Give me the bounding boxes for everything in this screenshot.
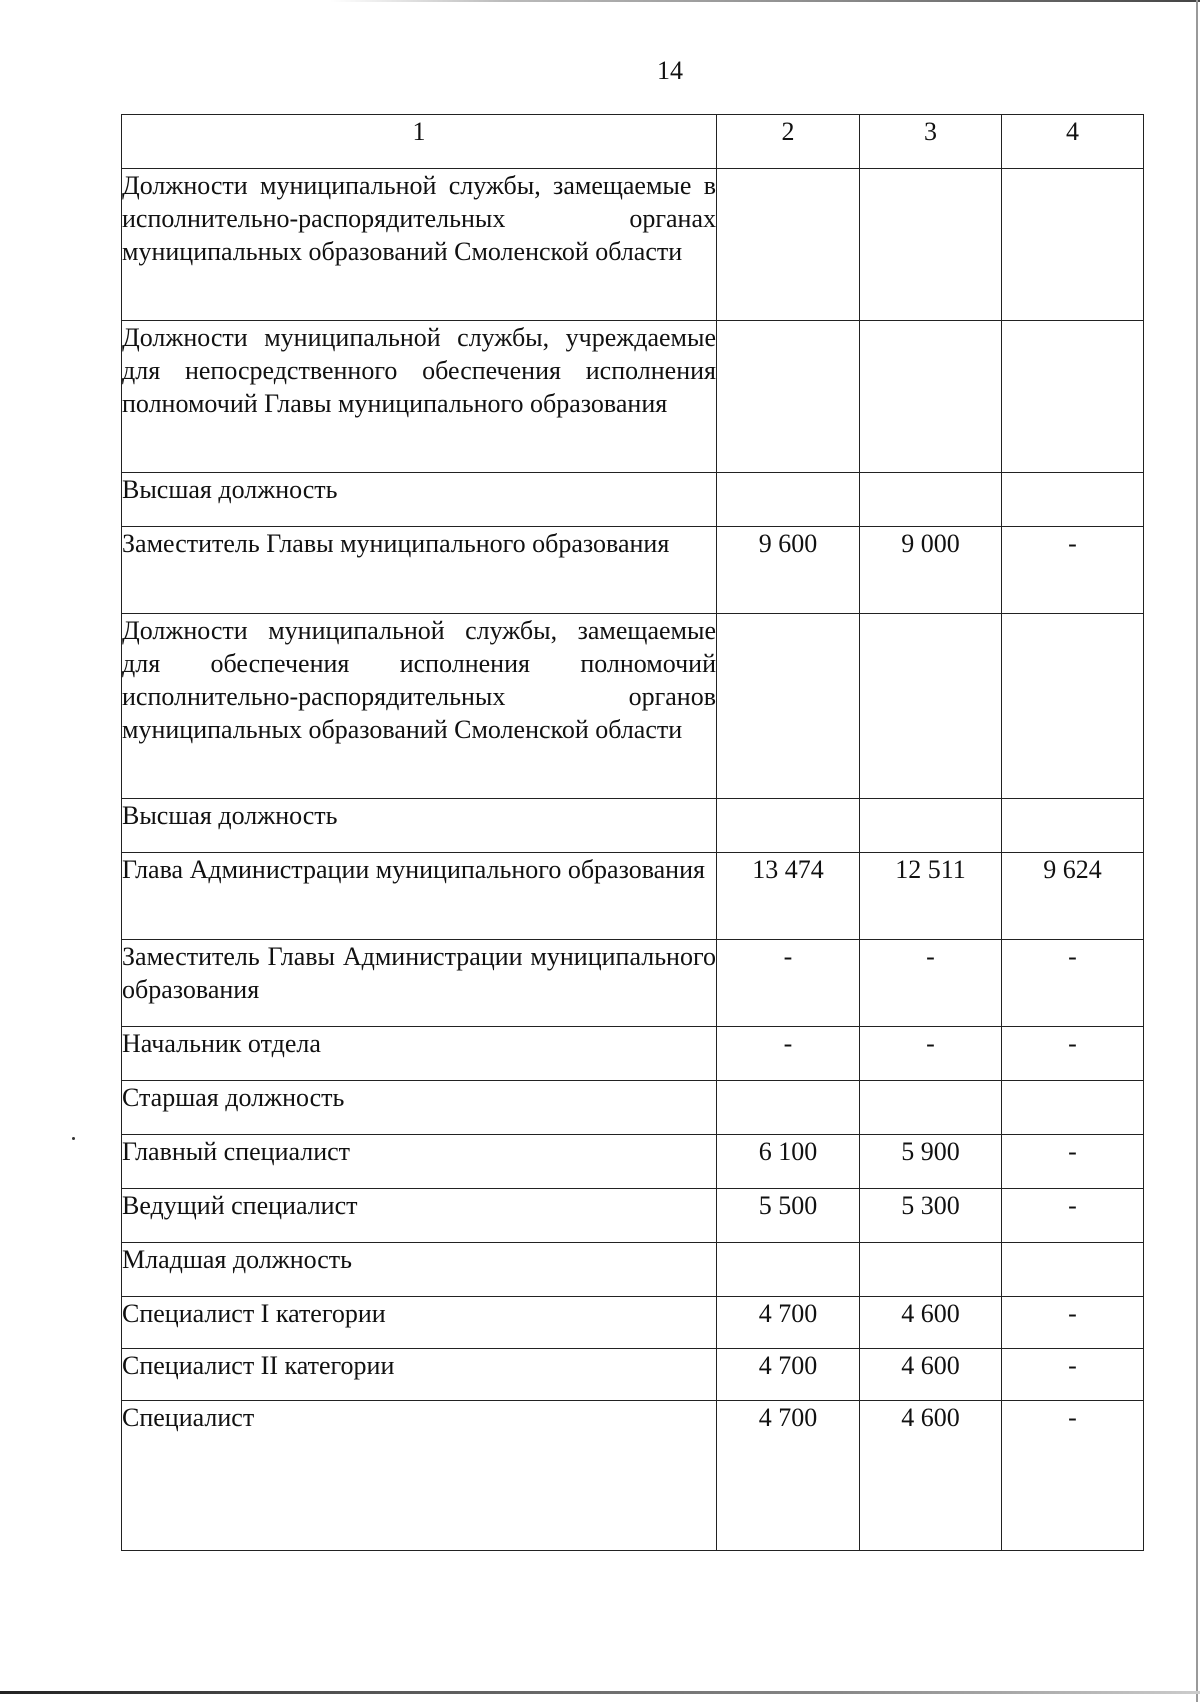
- cell-col-2: [717, 799, 860, 853]
- table-row: [122, 853, 1144, 940]
- row-label: Заместитель Главы муниципального образования: [122, 527, 717, 614]
- cell-col-4: -: [1002, 527, 1144, 614]
- cell-col-2: [717, 169, 860, 321]
- table-row: [122, 169, 1144, 321]
- cell-col-2: [717, 321, 860, 473]
- row-label: Ведущий специалист: [122, 1189, 717, 1243]
- table-row: [122, 799, 1144, 853]
- cell-col-3: [860, 321, 1002, 473]
- row-label: Старшая должность: [122, 1081, 717, 1135]
- cell-col-3: [860, 1081, 1002, 1135]
- table-row: [122, 1189, 1144, 1243]
- cell-col-4: [1002, 169, 1144, 321]
- scan-edge-bottom: [0, 1691, 1200, 1694]
- table-row: [122, 1349, 1144, 1401]
- cell-col-4: [1002, 614, 1144, 799]
- scan-edge-top: [330, 0, 1200, 2]
- row-label: Специалист: [122, 1401, 717, 1551]
- cell-col-3: 4 600: [860, 1401, 1002, 1551]
- row-label: Младшая должность: [122, 1243, 717, 1297]
- cell-col-2: 4 700: [717, 1297, 860, 1349]
- cell-col-4: [1002, 321, 1144, 473]
- cell-col-3: 9 000: [860, 527, 1002, 614]
- cell-col-3: [860, 1243, 1002, 1297]
- row-label: Заместитель Главы Администрации муниципального образования: [122, 940, 717, 1027]
- cell-col-2: [717, 1243, 860, 1297]
- table-row: [122, 1027, 1144, 1081]
- scan-edge-right: [1196, 0, 1198, 1702]
- cell-col-3: 5 900: [860, 1135, 1002, 1189]
- cell-col-3: 5 300: [860, 1189, 1002, 1243]
- row-label: Высшая должность: [122, 799, 717, 853]
- table-row: [122, 614, 1144, 799]
- row-label: Должности муниципальной службы, замещаемые в исполнительно-распорядительных органах муниципальных образований Смоленской области: [122, 169, 717, 321]
- table-row: [122, 321, 1144, 473]
- column-header-4: 4: [1002, 115, 1144, 169]
- table-row: [122, 1243, 1144, 1297]
- cell-col-4: 9 624: [1002, 853, 1144, 940]
- row-label: Главный специалист: [122, 1135, 717, 1189]
- table-row: [122, 940, 1144, 1027]
- table-row: [122, 527, 1144, 614]
- cell-col-4: -: [1002, 1401, 1144, 1551]
- cell-col-2: [717, 473, 860, 527]
- row-label: Специалист I категории: [122, 1297, 717, 1349]
- cell-col-4: -: [1002, 940, 1144, 1027]
- table-row: [122, 1081, 1144, 1135]
- row-label: Специалист II категории: [122, 1349, 717, 1401]
- row-label: Должности муниципальной службы, замещаемые для обеспечения исполнения полномочий исполнительно-распорядительных органов муниципальных образований Смоленской области: [122, 614, 717, 799]
- salary-table: [121, 114, 1144, 1551]
- cell-col-4: -: [1002, 1349, 1144, 1401]
- cell-col-4: -: [1002, 1027, 1144, 1081]
- cell-col-3: -: [860, 1027, 1002, 1081]
- cell-col-3: [860, 614, 1002, 799]
- cell-col-2: 4 700: [717, 1349, 860, 1401]
- cell-col-4: -: [1002, 1135, 1144, 1189]
- cell-col-4: [1002, 1081, 1144, 1135]
- cell-col-3: [860, 169, 1002, 321]
- cell-col-3: 4 600: [860, 1297, 1002, 1349]
- scan-speck: [72, 1137, 75, 1140]
- cell-col-4: [1002, 799, 1144, 853]
- row-label: Должности муниципальной службы, учреждаемые для непосредственного обеспечения исполнения полномочий Главы муниципального образования: [122, 321, 717, 473]
- row-label: Начальник отдела: [122, 1027, 717, 1081]
- cell-col-2: 9 600: [717, 527, 860, 614]
- cell-col-3: [860, 799, 1002, 853]
- table-row: [122, 473, 1144, 527]
- table-row: [122, 1401, 1144, 1551]
- page-number: 14: [657, 56, 683, 85]
- column-header-3: 3: [860, 115, 1002, 169]
- cell-col-2: 13 474: [717, 853, 860, 940]
- cell-col-2: 4 700: [717, 1401, 860, 1551]
- row-label: Глава Администрации муниципального образования: [122, 853, 717, 940]
- cell-col-2: [717, 1081, 860, 1135]
- cell-col-4: [1002, 1243, 1144, 1297]
- cell-col-2: [717, 614, 860, 799]
- cell-col-4: -: [1002, 1297, 1144, 1349]
- cell-col-3: -: [860, 940, 1002, 1027]
- column-header-2: 2: [717, 115, 860, 169]
- row-label: Высшая должность: [122, 473, 717, 527]
- table-header-row: [122, 115, 1144, 169]
- cell-col-3: [860, 473, 1002, 527]
- cell-col-2: 6 100: [717, 1135, 860, 1189]
- table-row: [122, 1135, 1144, 1189]
- cell-col-4: [1002, 473, 1144, 527]
- cell-col-2: -: [717, 1027, 860, 1081]
- column-header-1: 1: [122, 115, 717, 169]
- table-row: [122, 1297, 1144, 1349]
- cell-col-4: -: [1002, 1189, 1144, 1243]
- cell-col-3: 4 600: [860, 1349, 1002, 1401]
- cell-col-2: 5 500: [717, 1189, 860, 1243]
- cell-col-3: 12 511: [860, 853, 1002, 940]
- cell-col-2: -: [717, 940, 860, 1027]
